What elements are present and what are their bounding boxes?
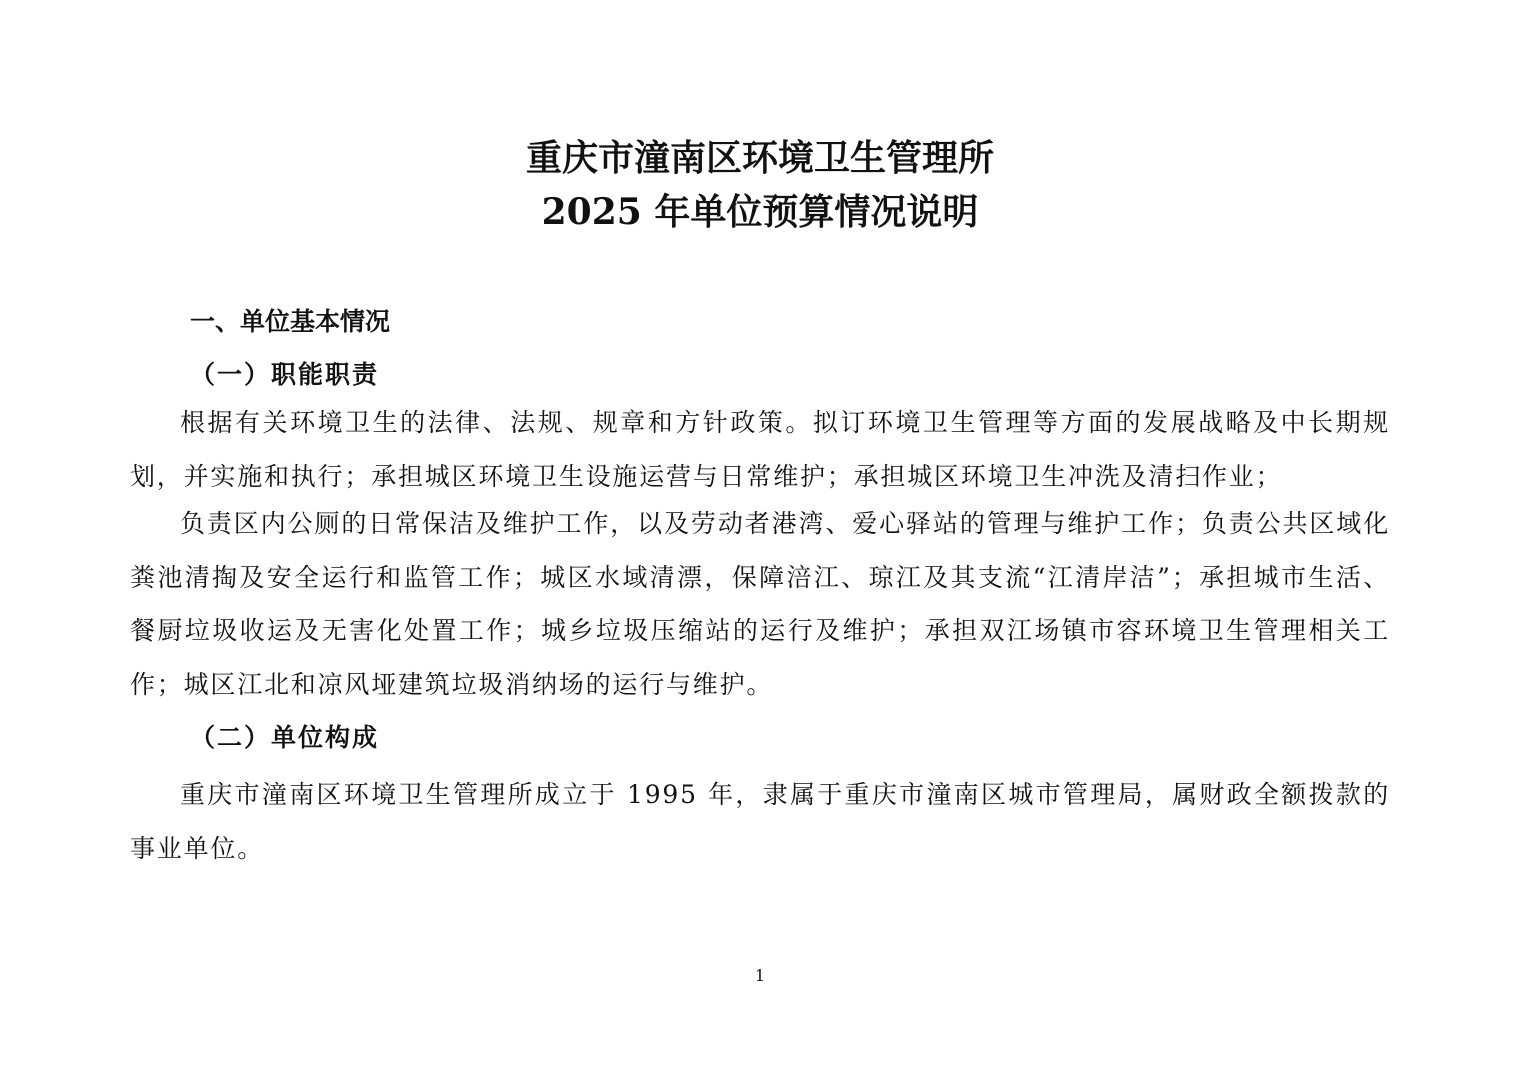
- paragraph-duties-2: 负责区内公厕的日常保洁及维护工作，以及劳动者港湾、爱心驿站的管理与维护工作；负责公共区域化粪池清掏及安全运行和监管工作；城区水域清漂，保障涪江、琼江及其支流“江清岸洁”；承担城市生活、餐厨垃圾收运及无害化处置工作；城乡垃圾压缩站的运行及维护；承担双江场镇市容环境卫生管理相关工作；城区江北和凉风垭建筑垃圾消纳场的运行与维护。: [130, 509, 1390, 699]
- page-number: 1: [754, 966, 766, 985]
- paragraph-duties-1: 根据有关环境卫生的法律、法规、规章和方针政策。拟订环境卫生管理等方面的发展战略及中长期规划，并实施和执行；承担城区环境卫生设施运营与日常维护；承担城区环境卫生冲洗及清扫作业；: [130, 408, 1390, 491]
- subsection-heading-composition: （二）单位构成: [190, 723, 380, 752]
- section-heading-basic-info: 一、单位基本情况: [190, 307, 391, 336]
- document-title-line-1: 重庆市潼南区环境卫生管理所: [525, 137, 994, 179]
- document-title-line-2: 2025 年单位预算情况说明: [541, 191, 979, 233]
- subsection-heading-duties: （一）职能职责: [190, 360, 380, 389]
- paragraph-composition: 重庆市潼南区环境卫生管理所成立于 1995 年，隶属于重庆市潼南区城市管理局，属财政全额拨款的事业单位。: [130, 780, 1390, 863]
